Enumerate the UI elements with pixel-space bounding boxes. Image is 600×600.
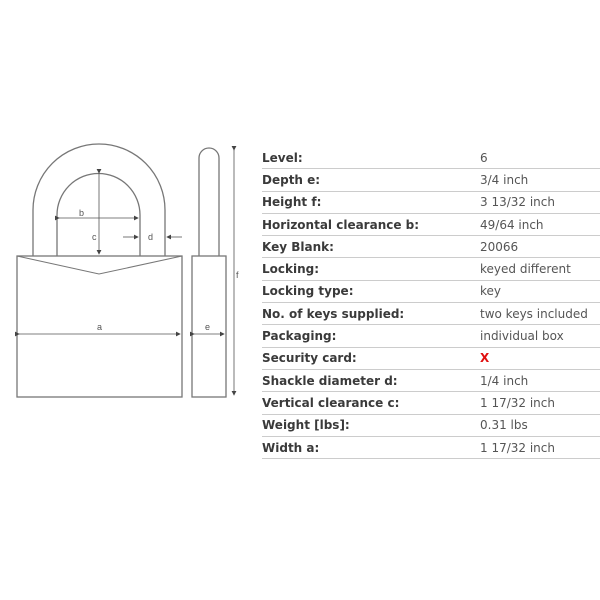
- spec-row-locking: [262, 258, 600, 280]
- spec-value: 3 13/32 inch: [480, 191, 600, 213]
- spec-value: two keys included: [480, 303, 600, 325]
- spec-value: 0.31 lbs: [480, 414, 600, 436]
- spec-label: Locking type:: [262, 280, 480, 302]
- spec-label: Width a:: [262, 436, 480, 458]
- spec-value: 1 17/32 inch: [480, 436, 600, 458]
- spec-row-shackle-diameter: [262, 369, 600, 391]
- side-dimensions: [194, 150, 234, 395]
- specification-table: [262, 147, 600, 459]
- dim-label-d: d: [148, 232, 154, 242]
- spec-label: Height f:: [262, 191, 480, 213]
- spec-value: 6: [480, 147, 600, 169]
- spec-value: 3/4 inch: [480, 169, 600, 191]
- spec-value: individual box: [480, 325, 600, 347]
- spec-row-height: [262, 191, 600, 213]
- spec-label: Packaging:: [262, 325, 480, 347]
- dim-label-e: e: [205, 322, 211, 332]
- spec-label: Horizontal clearance b:: [262, 213, 480, 235]
- side-view: [192, 148, 226, 397]
- spec-row-width: [262, 436, 600, 458]
- spec-row-keys-supplied: [262, 303, 600, 325]
- spec-row-vertical-clearance: [262, 392, 600, 414]
- spec-row-packaging: [262, 325, 600, 347]
- spec-label: Depth e:: [262, 169, 480, 191]
- dim-label-b: b: [79, 208, 85, 218]
- spec-value: 1 17/32 inch: [480, 392, 600, 414]
- spec-label: Locking:: [262, 258, 480, 280]
- front-dimensions: [19, 173, 182, 334]
- dim-label-c: c: [92, 232, 97, 242]
- padlock-dimension-diagram: [0, 0, 260, 600]
- spec-label: Vertical clearance c:: [262, 392, 480, 414]
- spec-label: Key Blank:: [262, 236, 480, 258]
- cross-icon: X: [480, 347, 600, 369]
- spec-label: Level:: [262, 147, 480, 169]
- spec-row-weight: [262, 414, 600, 436]
- spec-row-horizontal-clearance: [262, 213, 600, 235]
- spec-value: 1/4 inch: [480, 369, 600, 391]
- spec-value: key: [480, 280, 600, 302]
- spec-value: keyed different: [480, 258, 600, 280]
- spec-row-key-blank: [262, 236, 600, 258]
- dim-label-f: f: [236, 270, 239, 280]
- spec-row-locking-type: [262, 280, 600, 302]
- spec-value: 49/64 inch: [480, 213, 600, 235]
- spec-row-depth: [262, 169, 600, 191]
- spec-row-level: [262, 147, 600, 169]
- spec-value: 20066: [480, 236, 600, 258]
- spec-row-security-card: [262, 347, 600, 369]
- dim-label-a: a: [97, 322, 103, 332]
- front-view: [17, 144, 182, 397]
- spec-label: Weight [lbs]:: [262, 414, 480, 436]
- spec-label: No. of keys supplied:: [262, 303, 480, 325]
- spec-label: Security card:: [262, 347, 480, 369]
- spec-label: Shackle diameter d:: [262, 369, 480, 391]
